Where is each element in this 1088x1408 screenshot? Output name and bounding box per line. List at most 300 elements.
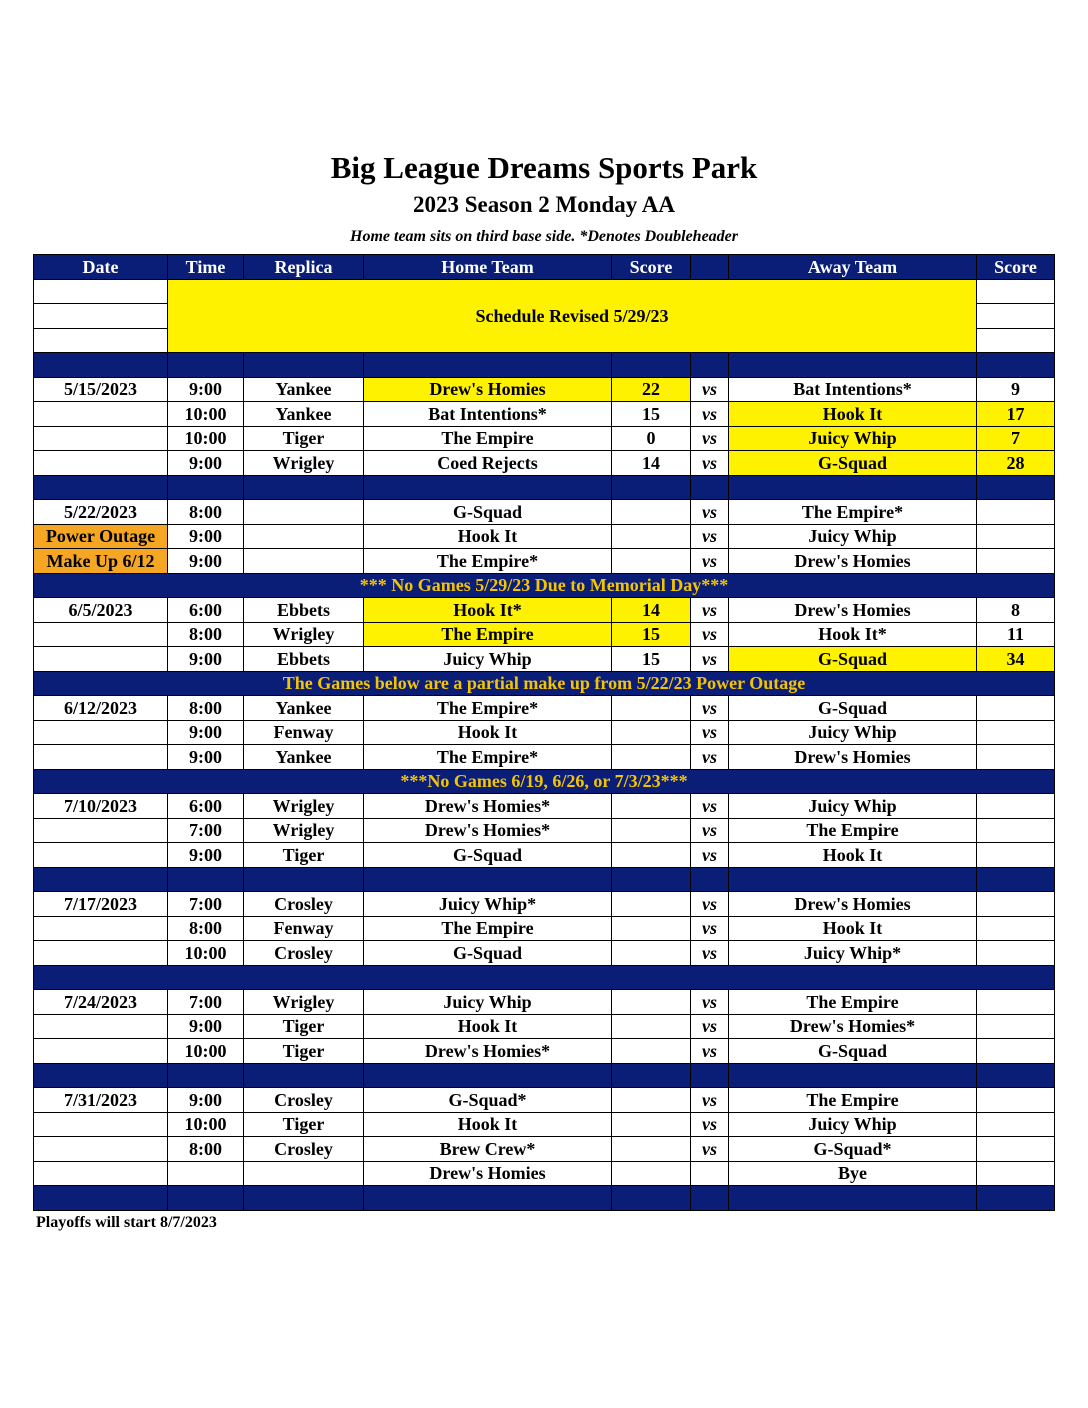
divider-cell (364, 475, 612, 500)
divider-cell (168, 475, 244, 500)
home-team-cell: G-Squad (364, 843, 612, 868)
vs-cell: vs (691, 745, 729, 770)
vs-cell: vs (691, 843, 729, 868)
game-row (34, 500, 1055, 525)
time-cell: 10:00 (168, 1039, 244, 1064)
date-cell: 5/22/2023 (34, 500, 168, 525)
col-vs-header (691, 255, 729, 280)
divider-cell (34, 475, 168, 500)
divider-cell (168, 867, 244, 892)
replica-cell: Crosley (244, 892, 364, 917)
game-row (34, 696, 1055, 721)
footer-note: Playoffs will start 8/7/2023 (36, 1214, 217, 1231)
vs-cell: vs (691, 916, 729, 941)
game-row (34, 941, 1055, 966)
home-team-cell: G-Squad (364, 500, 612, 525)
divider-cell (244, 1186, 364, 1211)
home-team-cell: The Empire (364, 426, 612, 451)
notice-text: ***No Games 6/19, 6/26, or 7/3/23*** (34, 769, 1055, 794)
home-score-cell (612, 818, 691, 843)
divider-cell (244, 867, 364, 892)
col-date-header: Date (34, 255, 168, 280)
notice-text: The Games below are a partial make up from 5/22/23 Power Outage (34, 671, 1055, 696)
divider-row (34, 1186, 1055, 1211)
vs-cell: vs (691, 647, 729, 672)
time-cell: 10:00 (168, 1112, 244, 1137)
time-cell: 9:00 (168, 451, 244, 476)
divider-cell (612, 1063, 691, 1088)
vs-cell: vs (691, 1112, 729, 1137)
date-cell: 5/15/2023 (34, 377, 168, 402)
game-row (34, 794, 1055, 819)
date-cell (34, 1112, 168, 1137)
divider-cell (691, 867, 729, 892)
home-team-cell: Drew's Homies (364, 377, 612, 402)
away-score-cell (977, 1137, 1055, 1162)
home-score-cell (612, 794, 691, 819)
away-team-cell: Bye (729, 1161, 977, 1186)
revised-banner: Schedule Revised 5/29/23 (168, 279, 977, 353)
divider-cell (729, 475, 977, 500)
home-team-cell: Juicy Whip (364, 990, 612, 1015)
home-score-cell (612, 524, 691, 549)
col-away-team-header: Away Team (729, 255, 977, 280)
time-cell: 6:00 (168, 794, 244, 819)
home-team-cell: Drew's Homies* (364, 794, 612, 819)
game-row (34, 426, 1055, 451)
replica-cell: Wrigley (244, 451, 364, 476)
away-score-cell: 8 (977, 598, 1055, 623)
game-row (34, 402, 1055, 427)
home-score-cell (612, 745, 691, 770)
home-team-cell: Hook It (364, 720, 612, 745)
divider-cell (34, 1063, 168, 1088)
vs-cell: vs (691, 524, 729, 549)
time-cell: 10:00 (168, 426, 244, 451)
replica-cell (244, 1161, 364, 1186)
away-score-cell (977, 500, 1055, 525)
game-row (34, 647, 1055, 672)
replica-cell: Wrigley (244, 794, 364, 819)
home-team-cell: The Empire* (364, 549, 612, 574)
away-score-cell (977, 1039, 1055, 1064)
time-cell: 9:00 (168, 549, 244, 574)
vs-cell: vs (691, 892, 729, 917)
game-row (34, 1014, 1055, 1039)
blank-cell (34, 304, 168, 329)
away-team-cell: Juicy Whip* (729, 941, 977, 966)
divider-cell (612, 1186, 691, 1211)
vs-cell: vs (691, 1137, 729, 1162)
replica-cell: Wrigley (244, 990, 364, 1015)
time-cell: 8:00 (168, 1137, 244, 1162)
home-team-cell: Drew's Homies* (364, 1039, 612, 1064)
replica-cell: Fenway (244, 916, 364, 941)
away-team-cell: The Empire* (729, 500, 977, 525)
divider-cell (364, 867, 612, 892)
home-score-cell (612, 500, 691, 525)
date-cell (34, 843, 168, 868)
away-team-cell: G-Squad* (729, 1137, 977, 1162)
home-score-cell: 15 (612, 647, 691, 672)
away-score-cell (977, 696, 1055, 721)
home-team-cell: The Empire (364, 916, 612, 941)
replica-cell: Ebbets (244, 647, 364, 672)
notice-row (34, 769, 1055, 794)
date-cell (34, 941, 168, 966)
replica-cell: Fenway (244, 720, 364, 745)
home-score-cell: 14 (612, 598, 691, 623)
time-cell: 8:00 (168, 500, 244, 525)
time-cell: 10:00 (168, 402, 244, 427)
col-replica-header: Replica (244, 255, 364, 280)
divider-cell (34, 353, 168, 378)
notice-text: *** No Games 5/29/23 Due to Memorial Day*** (34, 573, 1055, 598)
home-score-cell (612, 1137, 691, 1162)
game-row (34, 892, 1055, 917)
away-score-cell (977, 990, 1055, 1015)
vs-cell: vs (691, 622, 729, 647)
date-cell: 7/24/2023 (34, 990, 168, 1015)
divider-cell (729, 353, 977, 378)
date-cell (34, 451, 168, 476)
page-note: Home team sits on third base side. *Denotes Doubleheader (350, 228, 738, 245)
replica-cell: Yankee (244, 402, 364, 427)
vs-cell: vs (691, 451, 729, 476)
away-score-cell (977, 916, 1055, 941)
date-cell (34, 1137, 168, 1162)
home-team-cell: Juicy Whip (364, 647, 612, 672)
away-team-cell: Drew's Homies (729, 598, 977, 623)
col-time-header: Time (168, 255, 244, 280)
game-row (34, 377, 1055, 402)
home-score-cell: 0 (612, 426, 691, 451)
home-team-cell: Bat Intentions* (364, 402, 612, 427)
away-team-cell: Hook It (729, 402, 977, 427)
away-team-cell: Hook It* (729, 622, 977, 647)
date-cell: 7/31/2023 (34, 1088, 168, 1113)
vs-cell: vs (691, 1014, 729, 1039)
date-cell (34, 402, 168, 427)
time-cell: 7:00 (168, 818, 244, 843)
away-score-cell (977, 720, 1055, 745)
date-cell (34, 1039, 168, 1064)
game-row (34, 1161, 1055, 1186)
away-score-cell (977, 941, 1055, 966)
divider-cell (34, 1186, 168, 1211)
away-team-cell: Drew's Homies (729, 892, 977, 917)
game-row (34, 745, 1055, 770)
date-cell: 7/17/2023 (34, 892, 168, 917)
divider-cell (364, 1186, 612, 1211)
divider-row (34, 867, 1055, 892)
divider-cell (691, 353, 729, 378)
home-team-cell: Juicy Whip* (364, 892, 612, 917)
replica-cell: Crosley (244, 941, 364, 966)
home-score-cell (612, 941, 691, 966)
replica-cell: Tiger (244, 1112, 364, 1137)
vs-cell: vs (691, 1088, 729, 1113)
replica-cell: Tiger (244, 426, 364, 451)
away-score-cell (977, 892, 1055, 917)
divider-cell (34, 965, 1055, 990)
divider-cell (729, 1186, 977, 1211)
away-score-cell (977, 549, 1055, 574)
home-team-cell: Drew's Homies* (364, 818, 612, 843)
game-row (34, 622, 1055, 647)
vs-cell: vs (691, 696, 729, 721)
divider-cell (977, 1186, 1055, 1211)
away-team-cell: Hook It (729, 843, 977, 868)
replica-cell: Yankee (244, 696, 364, 721)
date-cell (34, 720, 168, 745)
blank-cell (34, 328, 168, 353)
home-score-cell (612, 892, 691, 917)
replica-cell (244, 500, 364, 525)
divider-cell (168, 353, 244, 378)
vs-cell: vs (691, 818, 729, 843)
replica-cell (244, 549, 364, 574)
vs-cell: vs (691, 1039, 729, 1064)
replica-cell: Ebbets (244, 598, 364, 623)
game-row (34, 549, 1055, 574)
away-team-cell: G-Squad (729, 451, 977, 476)
home-team-cell: G-Squad (364, 941, 612, 966)
away-team-cell: Drew's Homies* (729, 1014, 977, 1039)
game-row (34, 451, 1055, 476)
replica-cell: Tiger (244, 1014, 364, 1039)
replica-cell: Yankee (244, 377, 364, 402)
replica-cell (244, 524, 364, 549)
home-score-cell (612, 1014, 691, 1039)
away-score-cell: 7 (977, 426, 1055, 451)
divider-cell (244, 475, 364, 500)
date-cell: Power Outage (34, 524, 168, 549)
divider-cell (977, 867, 1055, 892)
game-row (34, 1137, 1055, 1162)
replica-cell: Crosley (244, 1137, 364, 1162)
away-team-cell: Juicy Whip (729, 1112, 977, 1137)
game-row (34, 598, 1055, 623)
away-score-cell: 28 (977, 451, 1055, 476)
col-home-score-header: Score (612, 255, 691, 280)
time-cell: 7:00 (168, 990, 244, 1015)
time-cell: 8:00 (168, 916, 244, 941)
time-cell: 6:00 (168, 598, 244, 623)
divider-cell (612, 353, 691, 378)
divider-cell (729, 1063, 977, 1088)
away-team-cell: Juicy Whip (729, 794, 977, 819)
away-team-cell: Juicy Whip (729, 720, 977, 745)
away-score-cell (977, 1088, 1055, 1113)
home-team-cell: Hook It (364, 1112, 612, 1137)
away-team-cell: The Empire (729, 818, 977, 843)
home-team-cell: The Empire* (364, 696, 612, 721)
divider-cell (691, 475, 729, 500)
vs-cell: vs (691, 990, 729, 1015)
schedule-table (33, 254, 1055, 1211)
revised-row (34, 279, 1055, 304)
time-cell: 9:00 (168, 745, 244, 770)
date-cell: 7/10/2023 (34, 794, 168, 819)
away-team-cell: Hook It (729, 916, 977, 941)
divider-cell (612, 867, 691, 892)
divider-cell (244, 1063, 364, 1088)
vs-cell (691, 1161, 729, 1186)
game-row (34, 1039, 1055, 1064)
divider-cell (244, 353, 364, 378)
away-score-cell (977, 794, 1055, 819)
away-score-cell: 17 (977, 402, 1055, 427)
time-cell (168, 1161, 244, 1186)
home-team-cell: Brew Crew* (364, 1137, 612, 1162)
divider-cell (364, 353, 612, 378)
divider-row (34, 475, 1055, 500)
game-row (34, 524, 1055, 549)
home-score-cell (612, 1088, 691, 1113)
replica-cell: Yankee (244, 745, 364, 770)
home-score-cell (612, 720, 691, 745)
home-score-cell: 15 (612, 622, 691, 647)
date-cell (34, 426, 168, 451)
away-score-cell: 11 (977, 622, 1055, 647)
vs-cell: vs (691, 377, 729, 402)
divider-row (34, 353, 1055, 378)
away-score-cell (977, 1112, 1055, 1137)
time-cell: 9:00 (168, 720, 244, 745)
home-team-cell: Hook It (364, 524, 612, 549)
home-score-cell (612, 990, 691, 1015)
away-team-cell: Bat Intentions* (729, 377, 977, 402)
away-score-cell (977, 818, 1055, 843)
away-score-cell (977, 524, 1055, 549)
home-score-cell (612, 916, 691, 941)
time-cell: 9:00 (168, 524, 244, 549)
divider-cell (612, 475, 691, 500)
col-away-score-header: Score (977, 255, 1055, 280)
divider-row (34, 1063, 1055, 1088)
blank-cell (977, 279, 1055, 304)
date-cell: Make Up 6/12 (34, 549, 168, 574)
page-subtitle: 2023 Season 2 Monday AA (413, 192, 675, 217)
replica-cell: Wrigley (244, 622, 364, 647)
vs-cell: vs (691, 598, 729, 623)
date-cell (34, 1014, 168, 1039)
replica-cell: Tiger (244, 1039, 364, 1064)
divider-cell (168, 1063, 244, 1088)
away-team-cell: G-Squad (729, 647, 977, 672)
away-team-cell: Juicy Whip (729, 426, 977, 451)
time-cell: 7:00 (168, 892, 244, 917)
date-cell: 6/5/2023 (34, 598, 168, 623)
away-team-cell: The Empire (729, 1088, 977, 1113)
home-team-cell: Hook It* (364, 598, 612, 623)
header-row (34, 255, 1055, 280)
vs-cell: vs (691, 549, 729, 574)
date-cell (34, 622, 168, 647)
away-team-cell: G-Squad (729, 696, 977, 721)
away-score-cell (977, 1014, 1055, 1039)
home-team-cell: The Empire* (364, 745, 612, 770)
away-score-cell: 34 (977, 647, 1055, 672)
divider-cell (364, 1063, 612, 1088)
blank-cell (34, 279, 168, 304)
home-score-cell (612, 549, 691, 574)
game-row (34, 916, 1055, 941)
home-score-cell: 22 (612, 377, 691, 402)
vs-cell: vs (691, 402, 729, 427)
home-team-cell: Drew's Homies (364, 1161, 612, 1186)
away-team-cell: Drew's Homies (729, 745, 977, 770)
game-row (34, 720, 1055, 745)
home-score-cell (612, 843, 691, 868)
divider-cell (168, 1186, 244, 1211)
game-row (34, 818, 1055, 843)
home-score-cell (612, 1039, 691, 1064)
date-cell (34, 1161, 168, 1186)
away-team-cell: G-Squad (729, 1039, 977, 1064)
home-score-cell (612, 1161, 691, 1186)
away-score-cell (977, 843, 1055, 868)
home-score-cell (612, 696, 691, 721)
divider-cell (977, 353, 1055, 378)
vs-cell: vs (691, 720, 729, 745)
divider-cell (691, 1063, 729, 1088)
game-row (34, 1112, 1055, 1137)
col-home-team-header: Home Team (364, 255, 612, 280)
away-score-cell (977, 1161, 1055, 1186)
home-score-cell (612, 1112, 691, 1137)
vs-cell: vs (691, 426, 729, 451)
home-score-cell: 15 (612, 402, 691, 427)
time-cell: 10:00 (168, 941, 244, 966)
date-cell (34, 647, 168, 672)
date-cell (34, 745, 168, 770)
vs-cell: vs (691, 941, 729, 966)
home-team-cell: The Empire (364, 622, 612, 647)
home-team-cell: Hook It (364, 1014, 612, 1039)
time-cell: 8:00 (168, 622, 244, 647)
replica-cell: Wrigley (244, 818, 364, 843)
divider-cell (729, 867, 977, 892)
vs-cell: vs (691, 500, 729, 525)
home-team-cell: Coed Rejects (364, 451, 612, 476)
date-cell (34, 818, 168, 843)
date-cell: 6/12/2023 (34, 696, 168, 721)
divider-cell (977, 475, 1055, 500)
time-cell: 9:00 (168, 377, 244, 402)
away-score-cell (977, 745, 1055, 770)
divider-cell (977, 1063, 1055, 1088)
time-cell: 9:00 (168, 1088, 244, 1113)
blank-cell (977, 304, 1055, 329)
divider-cell (691, 1186, 729, 1211)
divider-row (34, 965, 1055, 990)
home-team-cell: G-Squad* (364, 1088, 612, 1113)
time-cell: 8:00 (168, 696, 244, 721)
time-cell: 9:00 (168, 1014, 244, 1039)
game-row (34, 843, 1055, 868)
notice-row (34, 573, 1055, 598)
away-team-cell: Drew's Homies (729, 549, 977, 574)
away-team-cell: The Empire (729, 990, 977, 1015)
notice-row (34, 671, 1055, 696)
page-title: Big League Dreams Sports Park (330, 150, 758, 185)
time-cell: 9:00 (168, 647, 244, 672)
away-team-cell: Juicy Whip (729, 524, 977, 549)
home-score-cell: 14 (612, 451, 691, 476)
game-row (34, 1088, 1055, 1113)
